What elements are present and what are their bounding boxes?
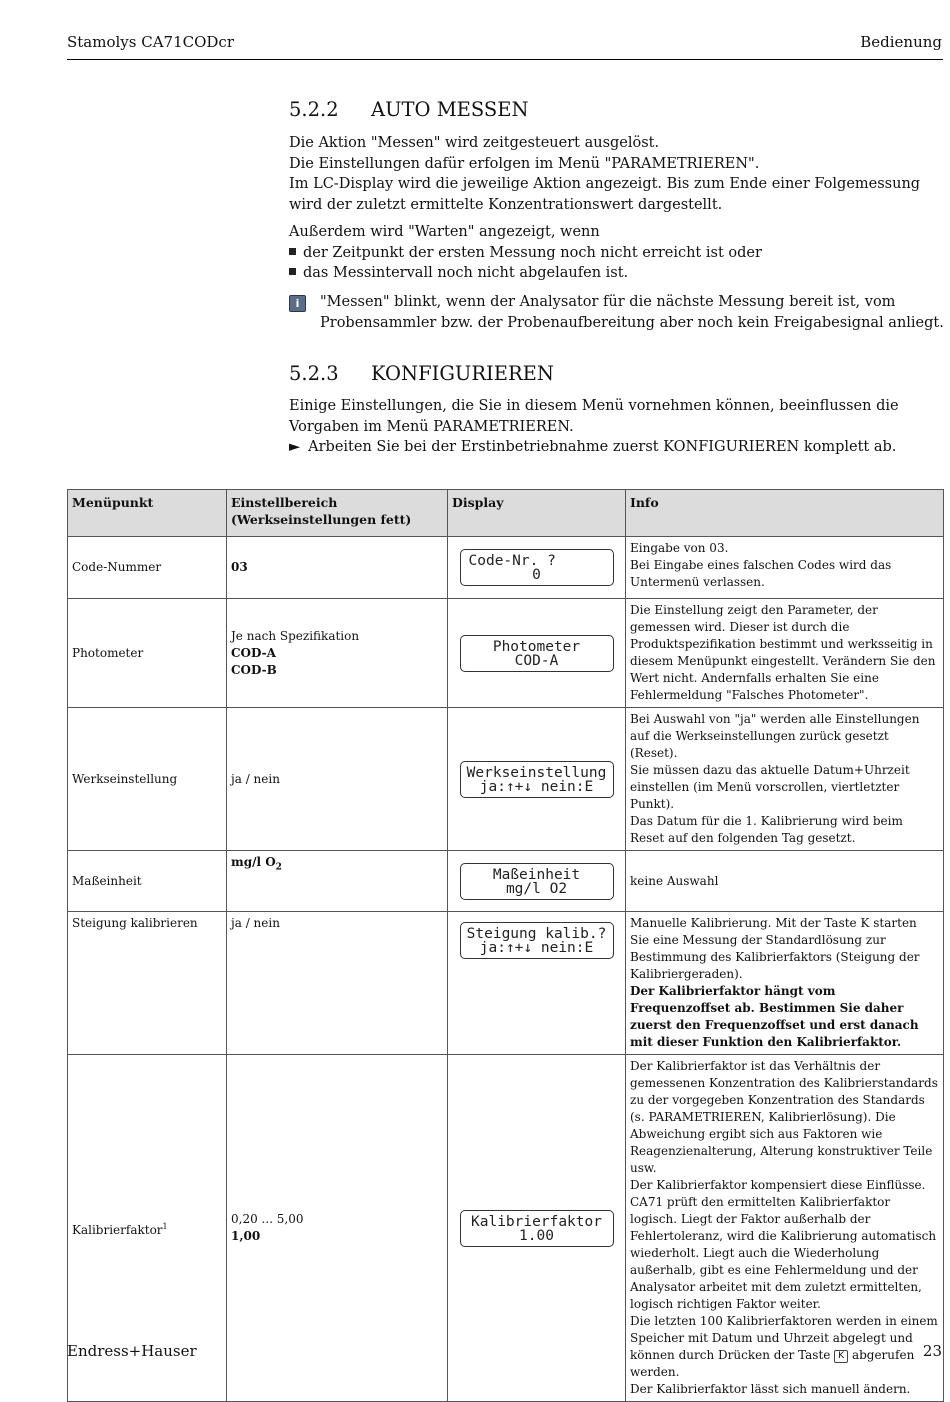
table-header-row bbox=[68, 490, 944, 537]
lcd-display: Photometer COD-A bbox=[460, 635, 614, 672]
column-header-menu-item: Menüpunkt bbox=[68, 490, 227, 537]
section-title: AUTO MESSEN bbox=[371, 98, 529, 121]
section1-body bbox=[289, 133, 939, 215]
table-row bbox=[68, 708, 944, 851]
lcd-display: Steigung kalib.? ja:↑+↓ nein:E bbox=[460, 922, 614, 959]
footer-brand: Endress+Hauser bbox=[67, 1342, 197, 1360]
bullet-icon bbox=[289, 268, 296, 275]
paragraph: Im LC-Display wird die jeweilige Aktion angezeigt. Bis zum Ende einer Folgemessung wird der zuletzt ermittelte Konzentrationswert dargestellt. bbox=[289, 176, 921, 213]
paragraph: Die Einstellungen dafür erfolgen im Menü "PARAMETRIEREN". bbox=[289, 155, 760, 172]
menu-item-cell: Kalibrierfaktor$^1$ bbox=[68, 1055, 227, 1402]
range-cell: ja / nein bbox=[227, 708, 448, 851]
bullet-icon bbox=[289, 248, 296, 255]
section2-body bbox=[289, 396, 939, 458]
list-item: das Messintervall noch nicht abgelaufen ist. bbox=[289, 263, 939, 284]
info-cell: Eingabe von 03. Bei Eingabe eines falschen Codes wird das Untermenü verlassen. bbox=[626, 537, 944, 599]
note-text: "Messen" blinkt, wenn der Analysator für die nächste Messung bereit ist, vom Probensammler bzw. der Probenaufbereitung aber noch kein Freigabesignal anliegt. bbox=[320, 294, 944, 331]
column-header-info: Info bbox=[626, 490, 944, 537]
arrow-right-icon: ► bbox=[289, 439, 301, 455]
info-cell: keine Auswahl bbox=[626, 851, 944, 912]
section-title: KONFIGURIEREN bbox=[371, 362, 554, 385]
list-intro: Außerdem wird "Warten" angezeigt, wenn bbox=[289, 224, 600, 240]
footnote-marker: 1 bbox=[162, 1221, 168, 1231]
menu-item-cell: Steigung kalibrieren bbox=[68, 912, 227, 1055]
lcd-display: Kalibrierfaktor 1.00 bbox=[460, 1210, 614, 1247]
key-k-icon: K bbox=[834, 1350, 848, 1363]
table-row bbox=[68, 599, 944, 708]
menu-item-cell: Maßeinheit bbox=[68, 851, 227, 912]
section-number: 5.2.3 bbox=[289, 362, 339, 385]
display-cell bbox=[448, 912, 626, 1055]
range-cell: Je nach Spezifikation COD-A COD-B bbox=[227, 599, 448, 708]
info-cell: Bei Auswahl von "ja" werden alle Einstellungen auf die Werkseinstellungen zurück gesetzt (Reset). Sie müssen dazu das aktuelle Datum+Uhrzeit einstellen (im Menü vorscrollen, viertletzter Punkt). Das Datum für die 1. Kalibrierung wird beim Reset auf den folgenden Tag gesetzt. bbox=[626, 708, 944, 851]
header-chapter: Bedienung bbox=[860, 33, 942, 51]
paragraph: Die Aktion "Messen" wird zeitgesteuert ausgelöst. bbox=[289, 135, 660, 151]
display-cell bbox=[448, 851, 626, 912]
info-icon: i bbox=[289, 295, 306, 312]
section-heading-konfigurieren bbox=[289, 362, 554, 385]
header-rule bbox=[67, 59, 943, 60]
section-number: 5.2.2 bbox=[289, 98, 339, 121]
page-number: 23 bbox=[922, 1342, 942, 1360]
info-note bbox=[289, 292, 944, 333]
action-step: ► Arbeiten Sie bei der Erstinbetriebnahme zuerst KONFIGURIEREN komplett ab. bbox=[289, 439, 897, 455]
lcd-display: Code-Nr. ? 0 bbox=[460, 549, 614, 586]
menu-item-cell: Code-Nummer bbox=[68, 537, 227, 599]
table-row bbox=[68, 537, 944, 599]
section-heading-auto-messen bbox=[289, 98, 529, 121]
paragraph: Einige Einstellungen, die Sie in diesem Menü vornehmen können, beeinflussen die Vorgaben im Menü PARAMETRIEREN. bbox=[289, 398, 899, 435]
table-row bbox=[68, 1055, 944, 1402]
lcd-display: Werkseinstellung ja:↑+↓ nein:E bbox=[460, 761, 614, 798]
section1-list bbox=[289, 222, 939, 284]
menu-item-cell: Photometer bbox=[68, 599, 227, 708]
display-cell bbox=[448, 708, 626, 851]
info-cell: Manuelle Kalibrierung. Mit der Taste K starten Sie eine Messung der Standardlösung zur Bestimmung des Kalibrierfaktors (Steigung der Kalibriergeraden). Der Kalibrierfaktor hängt vom Frequenzoffset ab. Bestimmen Sie daher zuerst den Frequenzoffset und erst danach mit dieser Funktion den Kalibrierfaktor. bbox=[626, 912, 944, 1055]
table-row bbox=[68, 912, 944, 1055]
display-cell bbox=[448, 1055, 626, 1402]
range-cell: ja / nein bbox=[227, 912, 448, 1055]
range-cell: 0,20 ... 5,00 1,00 bbox=[227, 1055, 448, 1402]
lcd-display: Maßeinheit mg/l O2 bbox=[460, 863, 614, 900]
range-cell: mg/l $O_2$ bbox=[227, 851, 448, 912]
info-cell: Der Kalibrierfaktor ist das Verhältnis der gemessenen Konzentration des Kalibrierstandards zu der vorgegeben Konzentration des Standards (s. PARAMETRIEREN, Kalibrierlösung). Die Abweichung ergibt sich aus Faktoren wie Reagenzienalterung, Alterung konstruktiver Teile usw. Der Kalibrierfaktor kompensiert diese Einflüsse. CA71 prüft den ermittelten Kalibrierfaktor logisch. Liegt der Faktor außerhalb der Fehlertoleranz, wird die Kalibrierung automatisch wiederholt. Liegt auch die Wiederholung außerhalb, gibt es eine Fehlermeldung und der Analysator arbeitet mit dem zuletzt ermittelten, logisch richtigen Faktor weiter. Die letzten 100 Kalibrierfaktoren werden in einem Speicher mit Datum und Uhrzeit abgelegt und können durch Drücken der Taste K abgerufen werden. Der Kalibrierfaktor lässt sich manuell ändern. bbox=[626, 1055, 944, 1402]
range-cell: 03 bbox=[227, 537, 448, 599]
display-cell bbox=[448, 537, 626, 599]
info-cell: Die Einstellung zeigt den Parameter, der gemessen wird. Dieser ist durch die Produktspezifikation bestimmt und werksseitig in diesem Menüpunkt eingestellt. Verändern Sie den Wert nicht. Andernfalls erhalten Sie eine Fehlermeldung "Falsches Photometer". bbox=[626, 599, 944, 708]
list-item: der Zeitpunkt der ersten Messung noch nicht erreicht ist oder bbox=[289, 243, 939, 264]
column-header-range: Einstellbereich (Werkseinstellungen fett) bbox=[227, 490, 448, 537]
column-header-display: Display bbox=[448, 490, 626, 537]
display-cell bbox=[448, 599, 626, 708]
header-product: Stamolys CA71CODcr bbox=[67, 33, 235, 51]
table-row bbox=[68, 851, 944, 912]
menu-item-cell: Werkseinstellung bbox=[68, 708, 227, 851]
config-table bbox=[67, 489, 944, 1402]
